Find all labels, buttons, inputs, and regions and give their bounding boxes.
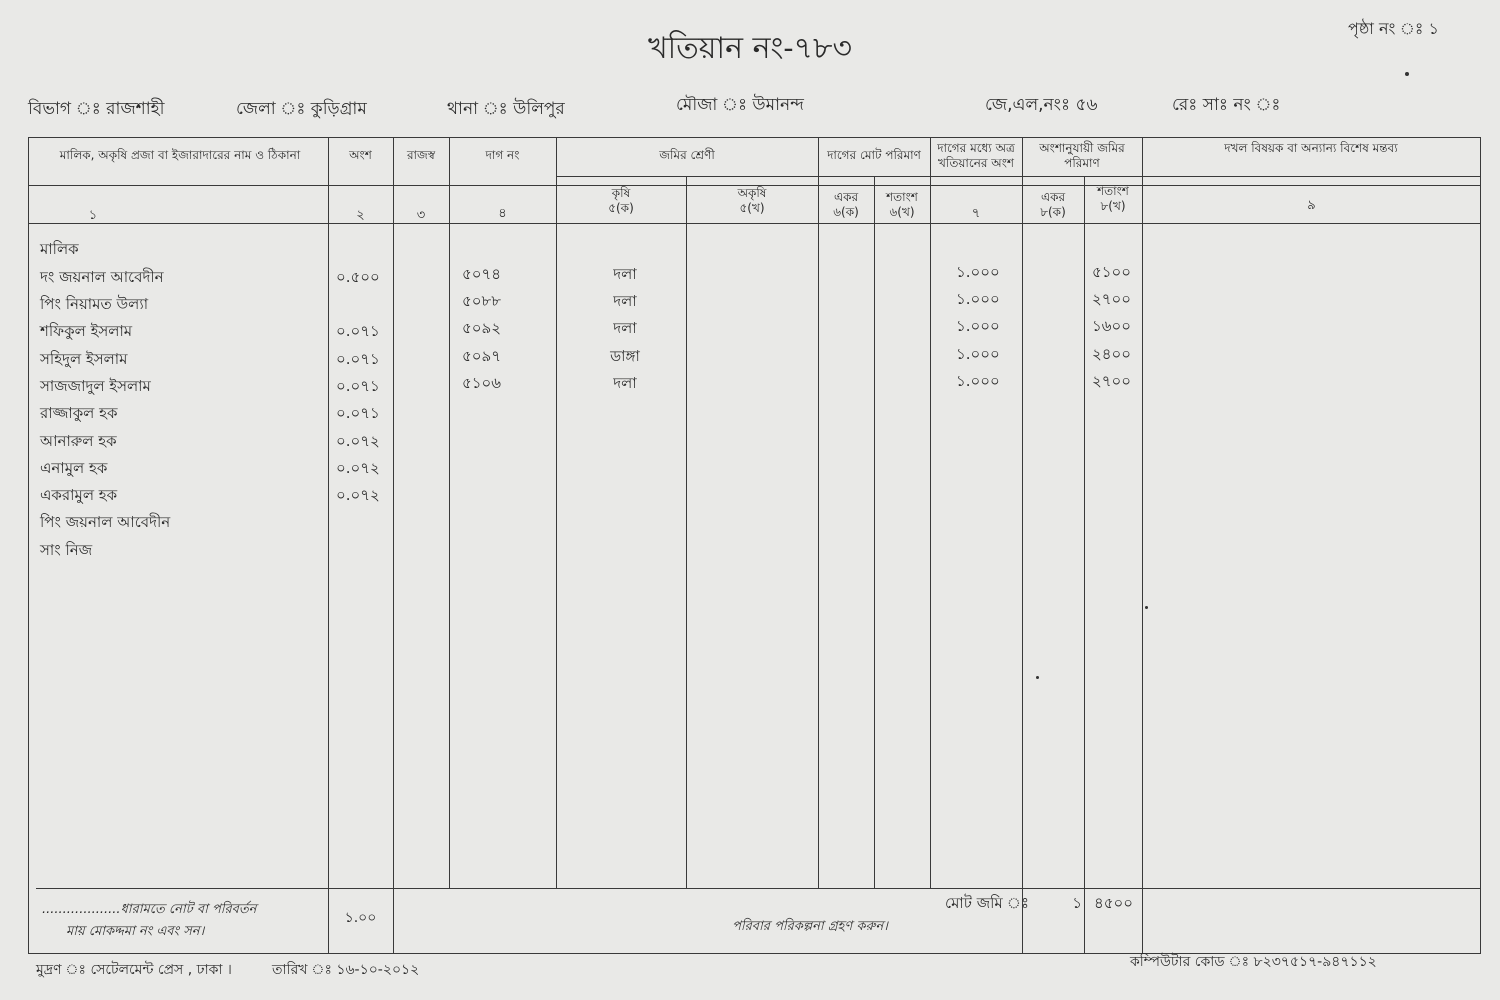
share-decimals: ২৭০০ (1092, 372, 1132, 390)
land-class: দলা (613, 374, 637, 392)
total-land-label: মোট জমি ঃ (945, 894, 1029, 912)
owner-name: সাং নিজ (40, 541, 93, 559)
owner-share: ০.০৭১ (336, 322, 380, 340)
col-land-class-header: জমির শ্রেণী (659, 148, 715, 162)
land-class: দলা (613, 319, 637, 337)
owner-name: রাজ্জাকুল হক (40, 404, 118, 422)
jl-number-field: জে,এল,নংঃ ৫৬ (985, 95, 1098, 115)
khatian-portion: ১.০০০ (956, 317, 1000, 335)
col-divider (1142, 137, 1143, 954)
scan-speck (1145, 606, 1148, 609)
scan-speck (1405, 72, 1409, 76)
col-number: ৯ (1307, 198, 1316, 213)
sub-decimal-8: শতাংশ ৮(খ) (1097, 184, 1129, 213)
subheader-rule (556, 176, 1481, 177)
col-dag-total-header: দাগের মোট পরিমাণ (827, 148, 921, 162)
owner-share: ০.০৭২ (336, 486, 380, 504)
owner-name: পিং জয়নাল আবেদীন (40, 513, 171, 531)
share-decimals: ৫১০০ (1092, 263, 1131, 281)
sub-acre-8: একর ৮(ক) (1040, 190, 1066, 219)
khatian-title: খতিয়ান নং-৭৮৩ (647, 31, 853, 66)
owner-share: ০.০৭১ (336, 377, 380, 395)
khatian-portion: ১.০০০ (956, 290, 1000, 308)
total-decimals: ৪৫০০ (1094, 894, 1133, 912)
col-land-by-share-header: অংশানুযায়ী জমির পরিমাণ (1039, 141, 1125, 170)
share-total: ১.০০ (344, 910, 377, 926)
share-decimals: ১৬০০ (1092, 317, 1131, 335)
dag-number: ৫০৭৪ (462, 265, 501, 283)
owner-name: দং জয়নাল আবেদীন (40, 268, 164, 286)
owners-heading: মালিক (40, 240, 79, 258)
record-table (28, 137, 1481, 954)
col-divider (556, 137, 557, 889)
header-rule-2 (28, 223, 1481, 224)
land-class: ডাঙ্গা (610, 347, 640, 365)
col-number: ১ (88, 208, 98, 223)
col-divider (1084, 176, 1085, 954)
col-remarks-header: দখল বিষয়ক বা অন্যান্য বিশেষ মন্তব্য (1224, 141, 1398, 155)
khatian-portion: ১.০০০ (956, 372, 1000, 390)
share-decimals: ২৭০০ (1092, 290, 1132, 308)
col-divider (874, 176, 875, 889)
district-field: জেলা ঃ কুড়িগ্রাম (236, 99, 367, 119)
thana-field: থানা ঃ উলিপুর (447, 99, 565, 119)
col-number: ২ (356, 208, 365, 223)
col-divider (930, 137, 931, 889)
owner-share: ০.০৭১ (336, 350, 380, 368)
owner-name: একরামুল হক (40, 486, 118, 504)
total-acre: ১ (1072, 894, 1082, 912)
col-divider (393, 137, 394, 954)
sub-acre-6: একর ৬(ক) (833, 190, 859, 219)
col-khatian-share-header: দাগের মধ্যে অত্র খতিয়ানের অংশ (937, 141, 1015, 170)
col-revenue-header: রাজস্ব (406, 148, 436, 162)
family-planning-note: পরিবার পরিকল্পনা গ্রহণ করুন। (732, 919, 888, 934)
col-divider (818, 137, 819, 889)
dag-number: ৫১০৬ (462, 374, 501, 392)
scan-speck (1036, 676, 1039, 679)
print-date: তারিখ ঃ ১৬-১০-২০১২ (272, 962, 420, 978)
owner-share: ০.৫০০ (336, 268, 380, 286)
owner-share: ০.০৭২ (336, 432, 380, 450)
note-line-1: ...................ধারামতে নোট বা পরিবর্তন (42, 902, 257, 917)
owner-name: সাজজাদুল ইসলাম (40, 377, 151, 395)
division-field: বিভাগ ঃ রাজশাহী (28, 99, 165, 119)
sub-nonagri: অকৃষি ৫(খ) (737, 186, 767, 215)
col-divider (328, 137, 329, 954)
owner-share: ০.০৭১ (336, 404, 380, 422)
land-class: দলা (613, 265, 637, 283)
owner-name: সহিদুল ইসলাম (40, 350, 128, 368)
col-divider (1022, 137, 1023, 954)
owner-name: এনামুল হক (40, 459, 108, 477)
owner-name: শফিকুল ইসলাম (40, 322, 133, 340)
dag-number: ৫০৯২ (462, 319, 501, 337)
share-decimals: ২৪০০ (1092, 345, 1131, 363)
col-number: ৪ (498, 206, 507, 221)
col-divider (449, 137, 450, 889)
owner-name: আনারুল হক (40, 432, 117, 450)
col-number: ৩ (416, 208, 426, 223)
land-class: দলা (613, 292, 637, 310)
press-info: মুদ্রণ ঃ সেটেলমেন্ট প্রেস , ঢাকা । (36, 962, 232, 978)
register-number-field: রেঃ সাঃ নং ঃ (1172, 95, 1281, 115)
khatian-portion: ১.০০০ (956, 263, 1000, 281)
col-owner-header: মালিক, অকৃষি প্রজা বা ইজারাদারের নাম ও ঠিকানা (59, 148, 301, 162)
page-number: পৃষ্ঠা নং ঃ ১ (1348, 19, 1439, 38)
dag-number: ৫০৮৮ (462, 292, 501, 310)
col-number: ৭ (971, 206, 981, 221)
footer-rule (36, 888, 1481, 889)
mouza-field: মৌজা ঃ উমানন্দ (676, 95, 804, 115)
owner-share: ০.০৭২ (336, 459, 380, 477)
col-divider (686, 176, 687, 889)
owner-name: পিং নিয়ামত উল্যা (40, 295, 149, 313)
note-line-2: মায় মোকদ্দমা নং এবং সন। (66, 924, 205, 939)
col-dag-header: দাগ নং (485, 148, 520, 162)
col-share-header: অংশ (349, 148, 372, 162)
sub-agri: কৃষি ৫(ক) (608, 186, 634, 215)
dag-number: ৫০৯৭ (462, 347, 501, 365)
khatian-portion: ১.০০০ (956, 345, 1000, 363)
computer-code: কম্পিউটার কোড ঃ ৮২৩৭৫১৭-৯৪৭১১২ (1130, 954, 1377, 970)
sub-decimal-6: শতাংশ ৬(খ) (886, 190, 918, 219)
